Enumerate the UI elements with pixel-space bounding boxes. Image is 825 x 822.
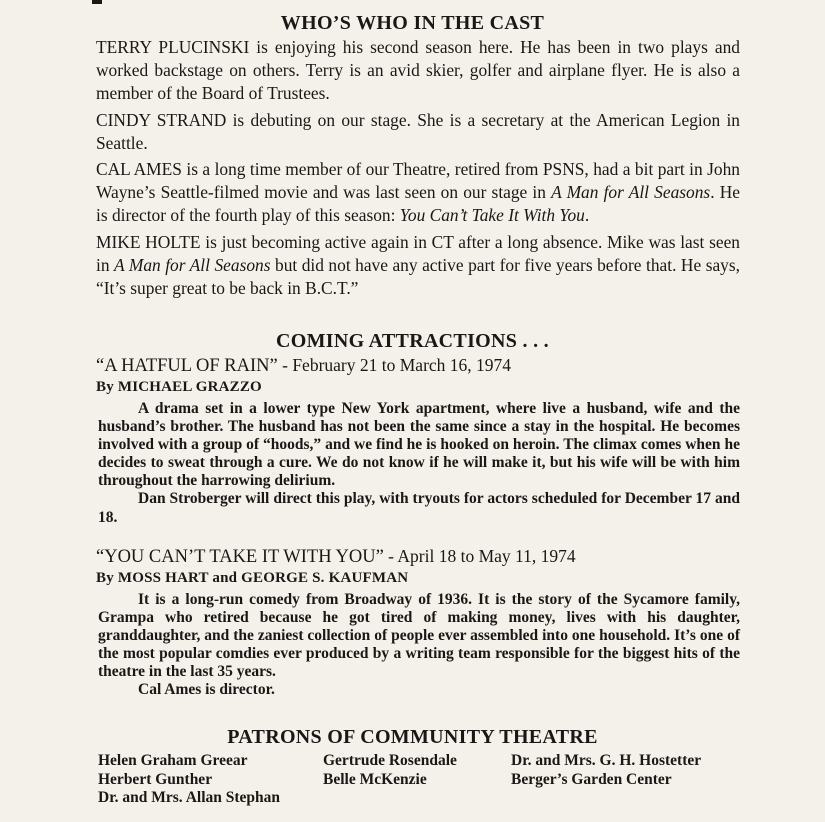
patron-name: Berger’s Garden Center xyxy=(511,770,672,788)
cast-bios xyxy=(96,36,740,303)
patron-name: Dr. and Mrs. Allan Stephan xyxy=(98,789,281,807)
play-paragraph: Cal Ames is director. xyxy=(138,681,275,699)
patrons-heading: PATRONS OF COMMUNITY THEATRE xyxy=(227,726,598,748)
patron-name: Belle McKenzie xyxy=(323,770,427,788)
play-paragraph: Dan Stroberger will direct this play, with tryouts for actors scheduled for December 17 and 18. xyxy=(98,490,740,526)
patrons-column-3 xyxy=(511,752,701,789)
play-dates: - April 18 to May 11, 1974 xyxy=(383,546,576,566)
cast-bio-mike xyxy=(96,231,740,301)
play-description xyxy=(98,400,740,527)
cast-bio-cindy xyxy=(96,109,740,155)
cast-text: . He is director of the fourth play of this season: xyxy=(96,182,740,226)
cast-text: is just becoming active again in CT after a long absence. Mike was last seen in xyxy=(96,231,740,275)
cast-text: is a long time member of our Theatre, retired from PSNS, had a bit part in John Wayne’s Seattle-filmed movie and was last seen on our stage in xyxy=(96,159,740,203)
cast-bio-terry xyxy=(96,36,740,106)
patron-name: Herbert Gunther xyxy=(98,770,213,788)
play-reference: A Man for All Seasons xyxy=(551,182,711,203)
patron-name: Gertrude Rosendale xyxy=(323,752,457,769)
play-author: By MICHAEL GRAZZO xyxy=(96,379,262,395)
patrons-column-2 xyxy=(323,752,457,789)
patron-name: Dr. and Mrs. G. H. Hostetter xyxy=(511,752,702,769)
cast-name: CINDY STRAND xyxy=(96,109,227,130)
play-dates: - February 21 to March 16, 1974 xyxy=(277,355,512,375)
cast-name: TERRY PLUCINSKI xyxy=(96,37,250,57)
play-description xyxy=(98,591,740,700)
patrons-column-1 xyxy=(98,752,280,808)
play-paragraph: It is a long-run comedy from Broadway of 1936. It is the story of the Sycamore family, Grampa who retired because he got tired of making money, lives with his daughter, granddaughter, and the zaniest collection of people ever assembled into one household. It’s one of the most popular comdies ever produced by a writing team responsible for the biggest hits of the theatre in the last 35 years. xyxy=(98,591,740,681)
cast-name: MIKE HOLTE xyxy=(96,231,201,252)
play-title-text: “A HATFUL OF RAIN” xyxy=(96,356,278,376)
cast-text: . xyxy=(584,205,590,226)
cast-heading: WHO’S WHO IN THE CAST xyxy=(280,12,545,34)
play-paragraph: A drama set in a lower type New York apartment, where live a husband, wife and the husband’s brother. The husband has not been the same since a stay in the hospital. He becomes involved with a group of “hoods,” and we find he is hooked on heroin. The climax comes when he decides to sweat through a cure. We do not know if he will make it, but his wife will be with him throughout the harrowing delirium. xyxy=(98,400,740,490)
play-author: By MOSS HART and GEORGE S. KAUFMAN xyxy=(96,570,409,586)
play-reference: You Can’t Take It With You xyxy=(399,205,585,226)
play-title-you-cant xyxy=(96,546,746,568)
play-title-text: “YOU CAN’T TAKE IT WITH YOU” xyxy=(96,547,384,567)
cast-name: CAL AMES xyxy=(96,159,182,180)
play-reference: A Man for All Seasons xyxy=(114,254,271,275)
cast-text: is enjoying his second season here. He has been in two plays and worked backstage on others. Terry is an avid skier, golfer and airplane flyer. He is also a member of the Board of Trustees. xyxy=(96,37,740,104)
cast-bio-cal xyxy=(96,158,740,228)
play-title-hatful xyxy=(96,355,746,377)
cast-text: but did not have any active part for five years before that. He says, “It’s super great to be back in B.C.T.” xyxy=(96,254,740,299)
patron-name: Helen Graham Greear xyxy=(98,752,248,769)
top-edge-mark xyxy=(92,0,102,4)
coming-attractions-heading: COMING ATTRACTIONS . . . xyxy=(276,330,549,352)
cast-text: is debuting on our stage. She is a secretary at the American Legion in Seattle. xyxy=(96,109,740,153)
